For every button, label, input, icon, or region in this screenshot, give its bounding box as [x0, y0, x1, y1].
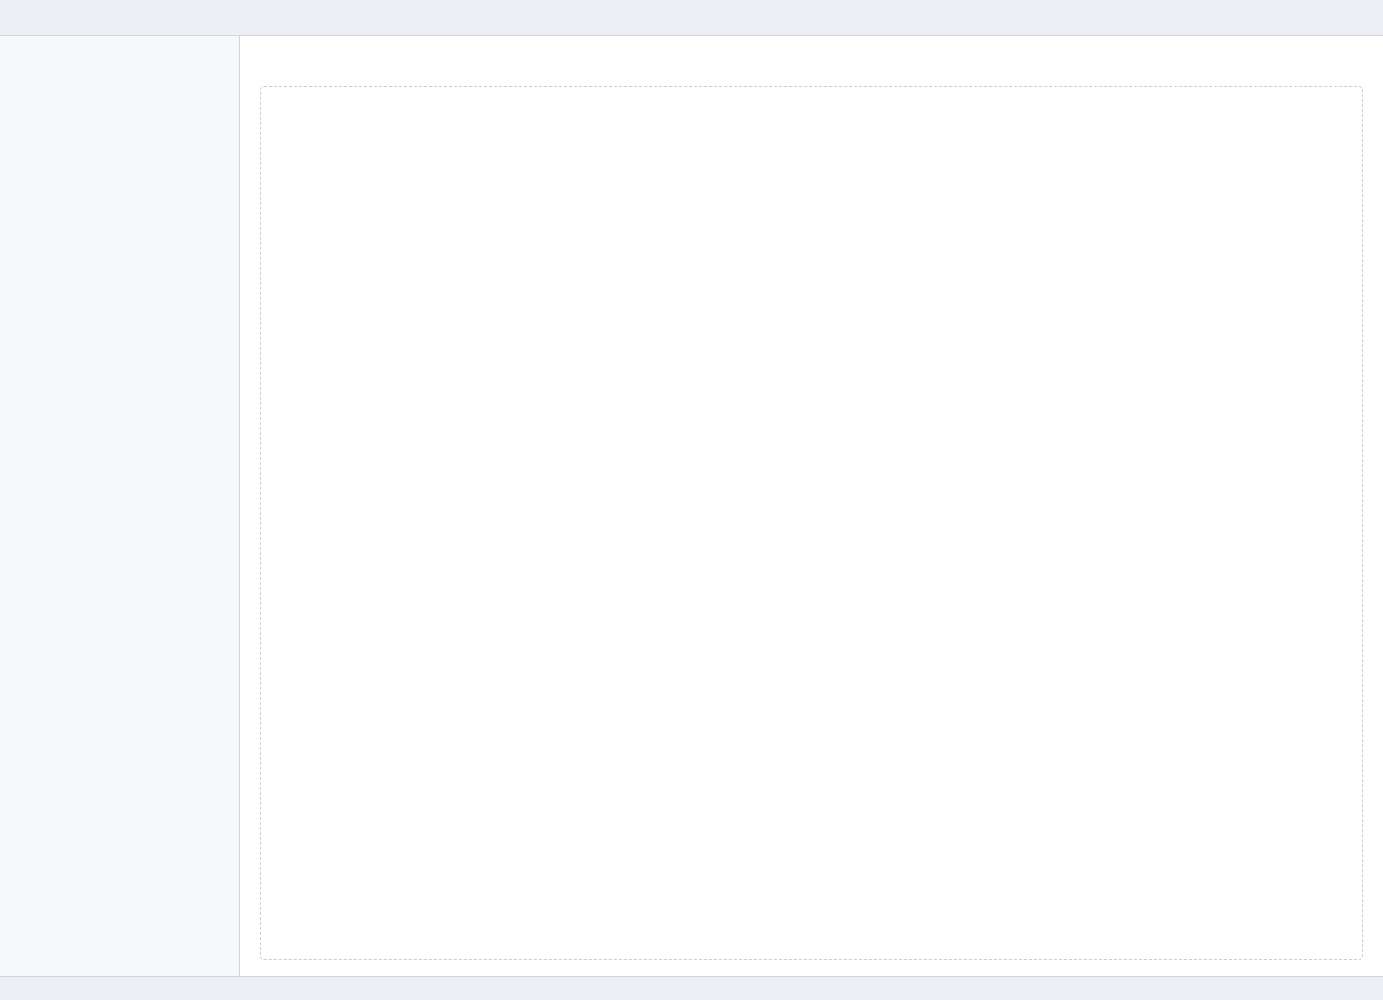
title-bar	[0, 0, 1383, 36]
window-body	[0, 36, 1383, 976]
page-title	[260, 52, 1363, 74]
sidebar	[0, 36, 240, 976]
content-area	[260, 86, 1363, 960]
main-panel	[240, 36, 1383, 976]
status-bar	[0, 976, 1383, 1000]
